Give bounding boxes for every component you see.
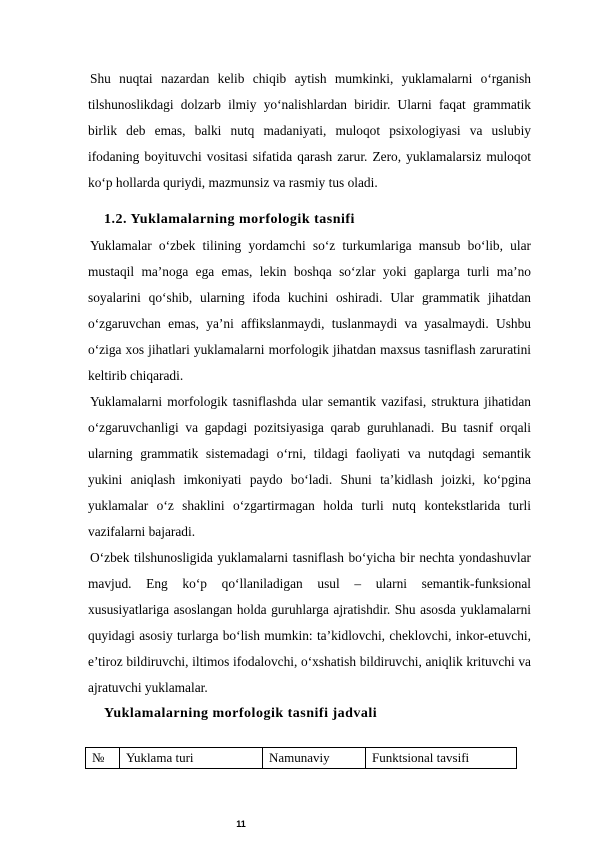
paragraph-definition: Yuklamalar o‘zbek tilining yordamchi so‘z turkumlariga mansub bo‘lib, ular mustaqil ma’noga ega emas, lekin boshqa so‘zlar yoki gaplarga turli ma’no soyalarini qo‘shib, ularning ifoda kuchini oshiradi. Ular grammatik jihatdan o‘zgaruvchan emas, ya’ni affikslanmaydi, tuslanmaydi va yasalmaydi. Ushbu o‘ziga xos jihatlari yuklamalarni morfologik jihatdan maxsus tasniflash zaruratini keltirib chiqaradi. — [88, 238, 531, 383]
page-content — [88, 66, 531, 769]
paragraph-intro: Shu nuqtai nazardan kelib chiqib aytish mumkinki, yuklamalarni o‘rganish tilshunoslikdagi dolzarb ilmiy yo‘nalishlardan biridir. Ularni faqat grammatik birlik deb emas, balki nutq madaniyati, muloqot psixologiyasi va uslubiy ifodaning boyituvchi vositasi sifatida qarash zarur. Zero, yuklamalarsiz muloqot ko‘p hollarda quriydi, mazmunsiz va rasmiy tus oladi. — [88, 71, 531, 190]
section-heading: 1.2. Yuklamalarning morfologik tasnifi — [104, 212, 355, 227]
paragraph-approaches: O‘zbek tilshunosligida yuklamalarni tasniflash bo‘yicha bir nechta yondashuvlar mavjud. Eng ko‘p qo‘llaniladigan usul – ularni semantik-funksional xususiyatlariga asoslangan holda guruhlarga ajratishdir. Shu asosda yuklamalarni quyidagi asosiy turlarga bo‘lish mumkin: ta’kidlovchi, cheklovchi, inkor-etuvchi, e’tiroz bildiruvchi, iltimos ifodalovchi, o‘xshatish bildiruvchi, aniqlik krituvchi va ajratuvchi yuklamalar. — [88, 550, 531, 695]
header-type: Yuklama turi — [120, 748, 263, 769]
classification-table — [85, 747, 517, 769]
header-number: № — [86, 748, 120, 769]
header-function: Funktsional tavsifi — [366, 748, 517, 769]
table-header-row — [86, 748, 517, 769]
header-example: Namunaviy — [263, 748, 366, 769]
table-title: Yuklamalarning morfologik tasnifi jadvali — [104, 706, 378, 721]
page-number: 11 — [236, 819, 246, 829]
paragraph-classification: Yuklamalarni morfologik tasniflashda ular semantik vazifasi, struktura jihatidan o‘zgaruvchanligi va gapdagi pozitsiyasiga qarab guruhlanadi. Bu tasnif orqali ularning grammatik sistemadagi o‘rni, tildagi faoliyati va nutqdagi semantik yukini aniqlash imkoniyati paydo bo‘ladi. Shuni ta’kidlash joizki, ko‘pgina yuklamalar o‘z shaklini o‘zgartirmagan holda turli nutq kontekstlarida turli vazifalarni bajaradi. — [88, 394, 531, 539]
